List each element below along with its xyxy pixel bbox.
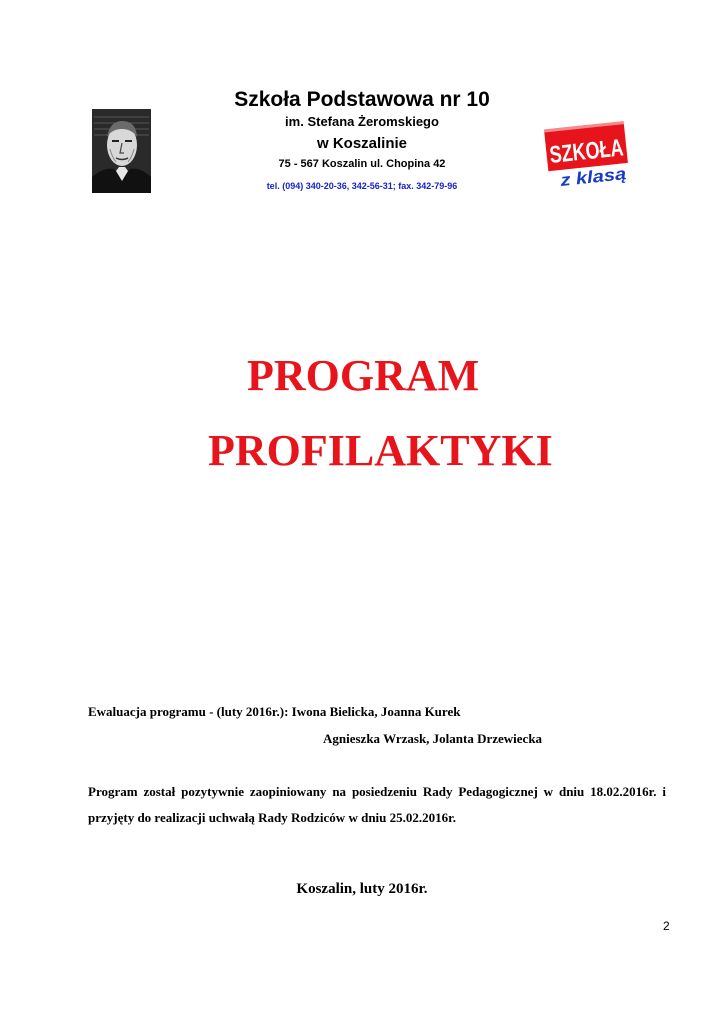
- school-logo: [543, 117, 650, 195]
- school-contact: tel. (094) 340-20-36, 342-56-31; fax. 342-79-96: [266, 181, 458, 191]
- school-city: w Koszalinie: [316, 135, 408, 152]
- school-name: Szkoła Podstawowa nr 10: [234, 88, 490, 111]
- evaluation-line-1: Ewaluacja programu - (luty 2016r.): Iwona Bielicka, Joanna Kurek: [88, 704, 461, 719]
- patron-name: im. Stefana Żeromskiego: [285, 114, 439, 129]
- evaluation-line-2: Agnieszka Wrzask, Jolanta Drzewiecka: [323, 731, 543, 746]
- svg-text:SZKOŁA: SZKOŁA: [548, 131, 650, 169]
- place-and-date: Koszalin, luty 2016r.: [296, 881, 428, 897]
- approval-paragraph: Program został pozytywnie zaopiniowany na posiedzeniu Rady Pedagogicznej w dniu 18.02.2016r. i przyjęty do realizacji uchwałą Rady Rodziców w dniu 25.02.2016r.: [88, 784, 666, 825]
- document-title-line-2: PROFILAKTYKI: [208, 426, 553, 475]
- document-header: [0, 0, 724, 210]
- school-address: 75 - 567 Koszalin ul. Chopina 42: [278, 158, 446, 170]
- svg-text:z klasą: z klasą: [559, 165, 617, 190]
- page-number: 2: [663, 919, 670, 933]
- document-title-line-1: PROGRAM: [247, 351, 480, 400]
